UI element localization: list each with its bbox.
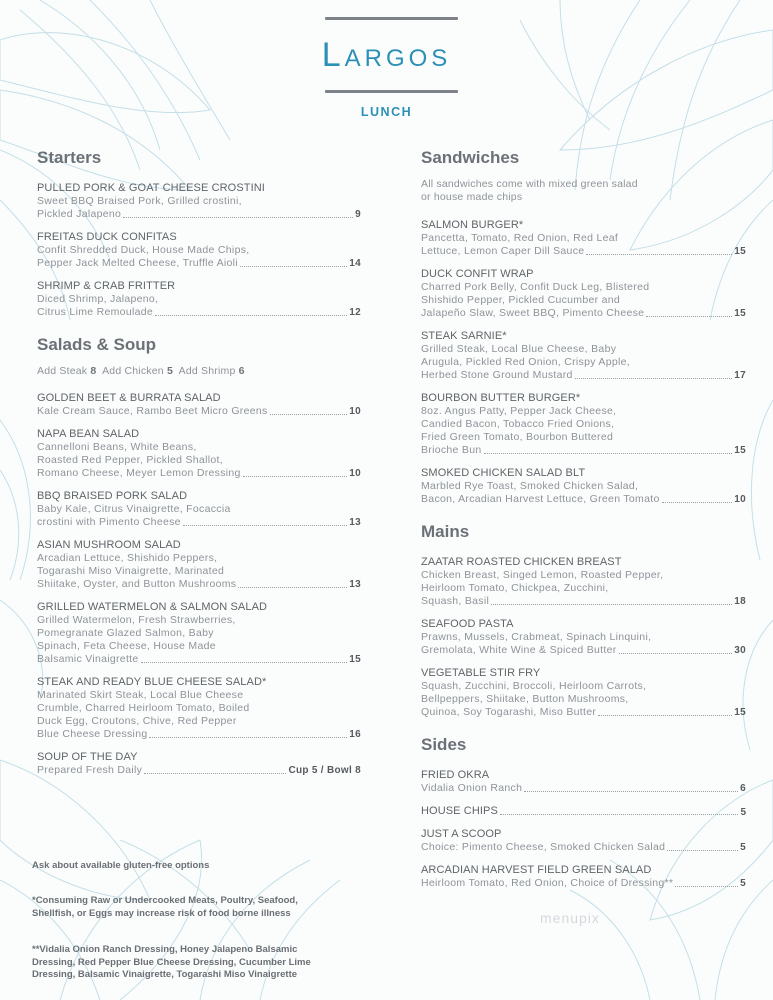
leader-dots: [183, 525, 347, 526]
addon-steak: Add Steak 8: [37, 365, 97, 377]
salad-addons: [37, 365, 361, 377]
gluten-free-note: Ask about available gluten-free options: [32, 860, 210, 871]
menu-item-description: Diced Shrimp, Jalapeno, Citrus Lime Remoulade 12: [37, 293, 361, 318]
menu-item-name: SEAFOOD PASTA: [421, 618, 514, 630]
menu-item-price: 9: [355, 209, 361, 220]
section-title-sandwiches: Sandwiches: [421, 148, 520, 167]
menu-item-description: Charred Pork Belly, Confit Duck Leg, Blistered Shishido Pepper, Pickled Cucumber and Jalapeño Slaw, Sweet BBQ, Pimento Cheese 15: [421, 281, 746, 319]
menu-item-price: 6: [740, 783, 746, 794]
menu-item-name: SMOKED CHICKEN SALAD BLT: [421, 467, 586, 479]
leader-dots: [141, 662, 348, 663]
menu-item-description: Baby Kale, Citrus Vinaigrette, Focaccia crostini with Pimento Cheese 13: [37, 503, 361, 528]
menu-item-description: Confit Shredded Duck, House Made Chips, Pepper Jack Melted Cheese, Truffle Aioli 14: [37, 244, 361, 269]
menu-item: [421, 392, 746, 457]
menu-item-price: 12: [349, 307, 361, 318]
menu-item-price: 10: [349, 468, 361, 479]
menu-item-name: BBQ BRAISED PORK SALAD: [37, 490, 188, 502]
menu-item-name: ZAATAR ROASTED CHICKEN BREAST: [421, 556, 622, 568]
raw-food-warning: *Consuming Raw or Undercooked Meats, Poultry, Seafood, Shellfish, or Eggs may increase risk of food borne illness: [32, 895, 298, 919]
menu-item-price: 10: [349, 406, 361, 417]
menu-item-price: 15: [734, 445, 746, 456]
leader-dots: [662, 502, 733, 503]
menu-item-name: FREITAS DUCK CONFITAS: [37, 231, 177, 243]
menu-item-description: Sweet BBQ Braised Pork, Grilled crostini, Pickled Jalapeno 9: [37, 195, 361, 220]
menu-item: [421, 467, 746, 506]
leader-dots: [667, 850, 738, 851]
menu-item-description: Marinated Skirt Steak, Local Blue Cheese Crumble, Charred Heirloom Tomato, Boiled Duck Egg, Croutons, Chive, Red Pepper Blue Cheese Dressing 16: [37, 689, 361, 740]
menu-item: [421, 330, 746, 382]
menu-item: [421, 556, 746, 608]
menu-item-description: Vidalia Onion Ranch 6: [421, 782, 746, 794]
menu-item: [37, 601, 361, 666]
menu-item-description: Prepared Fresh Daily Cup 5 / Bowl 8: [37, 764, 361, 776]
menu-item-name: NAPA BEAN SALAD: [37, 428, 140, 440]
leader-dots: [500, 814, 739, 815]
sandwiches-intro: All sandwiches come with mixed green salad or house made chips: [421, 178, 638, 203]
menu-item-description: 8oz. Angus Patty, Pepper Jack Cheese, Candied Bacon, Tobacco Fried Onions, Fried Green Tomato, Bourbon Buttered Brioche Bun 15: [421, 405, 746, 456]
menu-item: [37, 428, 361, 480]
watermark: menupix: [540, 910, 600, 926]
menu-item-price: 13: [349, 517, 361, 528]
mains-list: [421, 556, 746, 719]
left-column: [37, 148, 361, 787]
leader-dots: [491, 604, 732, 605]
menu-item-name: GRILLED WATERMELON & SALMON SALAD: [37, 601, 268, 613]
menu-item-name: SHRIMP & CRAB FRITTER: [37, 280, 176, 292]
menu-item-name: JUST A SCOOP: [421, 828, 502, 840]
leader-dots: [484, 453, 733, 454]
menu-item-description: Prawns, Mussels, Crabmeat, Spinach Linquini, Gremolata, White Wine & Spiced Butter 30: [421, 631, 746, 656]
menu-item: [37, 392, 361, 418]
menu-item-name: STEAK AND READY BLUE CHEESE SALAD*: [37, 676, 267, 688]
menu-item-price: Cup 5 / Bowl 8: [288, 765, 361, 776]
menu-item-description: Heirloom Tomato, Red Onion, Choice of Dressing** 5: [421, 877, 746, 889]
header-rule-bottom: [325, 90, 458, 93]
menu-header: [0, 0, 773, 130]
salads-list: [37, 392, 361, 777]
menu-item: [37, 182, 361, 221]
menu-item-price: 5: [740, 878, 746, 889]
menu-item: [421, 864, 746, 890]
menu-item-description: Grilled Steak, Local Blue Cheese, Baby Arugula, Pickled Red Onion, Crispy Apple, Herbed Stone Ground Mustard 17: [421, 343, 746, 381]
menu-item-description: Squash, Zucchini, Broccoli, Heirloom Carrots, Bellpeppers, Shiitake, Button Mushrooms, Quinoa, Soy Togarashi, Miso Butter 15: [421, 680, 746, 718]
menu-item-description: Arcadian Lettuce, Shishido Peppers, Togarashi Miso Vinaigrette, Marinated Shiitake, Oyster, and Button Mushrooms 13: [37, 552, 361, 590]
menu-item-name: SALMON BURGER*: [421, 219, 524, 231]
menu-item: [421, 268, 746, 320]
menu-item-description: Pancetta, Tomato, Red Onion, Red Leaf Lettuce, Lemon Caper Dill Sauce 15: [421, 232, 746, 257]
leader-dots: [149, 737, 347, 738]
sides-list: [421, 769, 746, 890]
menu-item-name: ASIAN MUSHROOM SALAD: [37, 539, 181, 551]
menu-item-price: 5: [740, 807, 746, 818]
leader-dots: [675, 886, 738, 887]
menu-item-name: PULLED PORK & GOAT CHEESE CROSTINI: [37, 182, 265, 194]
menu-item-name: GOLDEN BEET & BURRATA SALAD: [37, 392, 221, 404]
menu-item-price: 16: [349, 729, 361, 740]
restaurant-name: Largos: [321, 36, 452, 74]
menu-item: [37, 280, 361, 319]
menu-item-price: 5: [740, 842, 746, 853]
menu-item-price: 10: [734, 494, 746, 505]
menu-item-description: Kale Cream Sauce, Rambo Beet Micro Greens 10: [37, 405, 361, 417]
leader-dots: [598, 715, 732, 716]
section-title-salads: Salads & Soup: [37, 335, 157, 354]
menu-item-name: FRIED OKRA: [421, 769, 490, 781]
addon-shrimp: Add Shrimp 6: [178, 365, 245, 377]
leader-dots: [586, 254, 732, 255]
leader-dots: [575, 378, 733, 379]
header-rule-top: [325, 17, 458, 20]
menu-item-price: 15: [734, 707, 746, 718]
menu-item-name: STEAK SARNIE*: [421, 330, 507, 342]
leader-dots: [123, 217, 353, 218]
menu-item-name: BOURBON BUTTER BURGER*: [421, 392, 581, 404]
menu-item-price: 18: [734, 596, 746, 607]
menu-item-price: 30: [734, 645, 746, 656]
leader-dots: [619, 653, 733, 654]
menu-item: [421, 769, 746, 795]
menu-item: [37, 539, 361, 591]
menu-item-description: Choice: Pimento Cheese, Smoked Chicken Salad 5: [421, 841, 746, 853]
menu-item: [421, 805, 746, 818]
menu-item-price: 15: [349, 654, 361, 665]
dressing-list-note: **Vidalia Onion Ranch Dressing, Honey Jalapeno Balsamic Dressing, Red Pepper Blue Cheese Dressing, Cucumber Lime Dressing, Balsamic Vinaigrette, Togarashi Miso Vinaigrette: [32, 944, 311, 980]
menu-item-description: Chicken Breast, Singed Lemon, Roasted Pepper, Heirloom Tomato, Chickpea, Zucchini, Squash, Basil 18: [421, 569, 746, 607]
leader-dots: [270, 414, 348, 415]
menu-item-price: 17: [734, 370, 746, 381]
menu-item-name: ARCADIAN HARVEST FIELD GREEN SALAD: [421, 864, 652, 876]
menu-item-price: 15: [734, 246, 746, 257]
leader-dots: [243, 476, 348, 477]
menu-item: [421, 667, 746, 719]
menu-subtitle: LUNCH: [360, 105, 413, 119]
menu-item: [37, 490, 361, 529]
menu-item-name: DUCK CONFIT WRAP: [421, 268, 534, 280]
menu-item-price: 14: [349, 258, 361, 269]
menu-item: [421, 828, 746, 854]
menu-item-name: VEGETABLE STIR FRY: [421, 667, 541, 679]
menu-item-price: 13: [349, 579, 361, 590]
menu-item: [421, 618, 746, 657]
section-title-sides: Sides: [421, 735, 467, 754]
leader-dots: [155, 315, 347, 316]
menu-item: [37, 751, 361, 777]
right-column: [421, 148, 746, 900]
menu-item: [37, 676, 361, 741]
leader-dots: [646, 316, 732, 317]
menu-item-description: Marbled Rye Toast, Smoked Chicken Salad, Bacon, Arcadian Harvest Lettuce, Green Tomato 10: [421, 480, 746, 505]
menu-item-price: 15: [734, 308, 746, 319]
addon-chicken: Add Chicken 5: [102, 365, 173, 377]
menu-item: [37, 231, 361, 270]
menu-item-name: SOUP OF THE DAY: [37, 751, 138, 763]
menu-item-description: Cannelloni Beans, White Beans, Roasted Red Pepper, Pickled Shallot, Romano Cheese, Meyer Lemon Dressing 10: [37, 441, 361, 479]
starters-list: [37, 182, 361, 319]
leader-dots: [238, 587, 347, 588]
menu-item: [421, 219, 746, 258]
leader-dots: [524, 791, 738, 792]
sandwiches-list: [421, 219, 746, 506]
menu-item-description: Grilled Watermelon, Fresh Strawberries, Pomegranate Glazed Salmon, Baby Spinach, Feta Cheese, House Made Balsamic Vinaigrette 15: [37, 614, 361, 665]
menu-item-name: HOUSE CHIPS: [421, 805, 498, 817]
leader-dots: [240, 266, 347, 267]
section-title-starters: Starters: [37, 148, 102, 167]
leader-dots: [144, 773, 286, 774]
section-title-mains: Mains: [421, 522, 470, 541]
